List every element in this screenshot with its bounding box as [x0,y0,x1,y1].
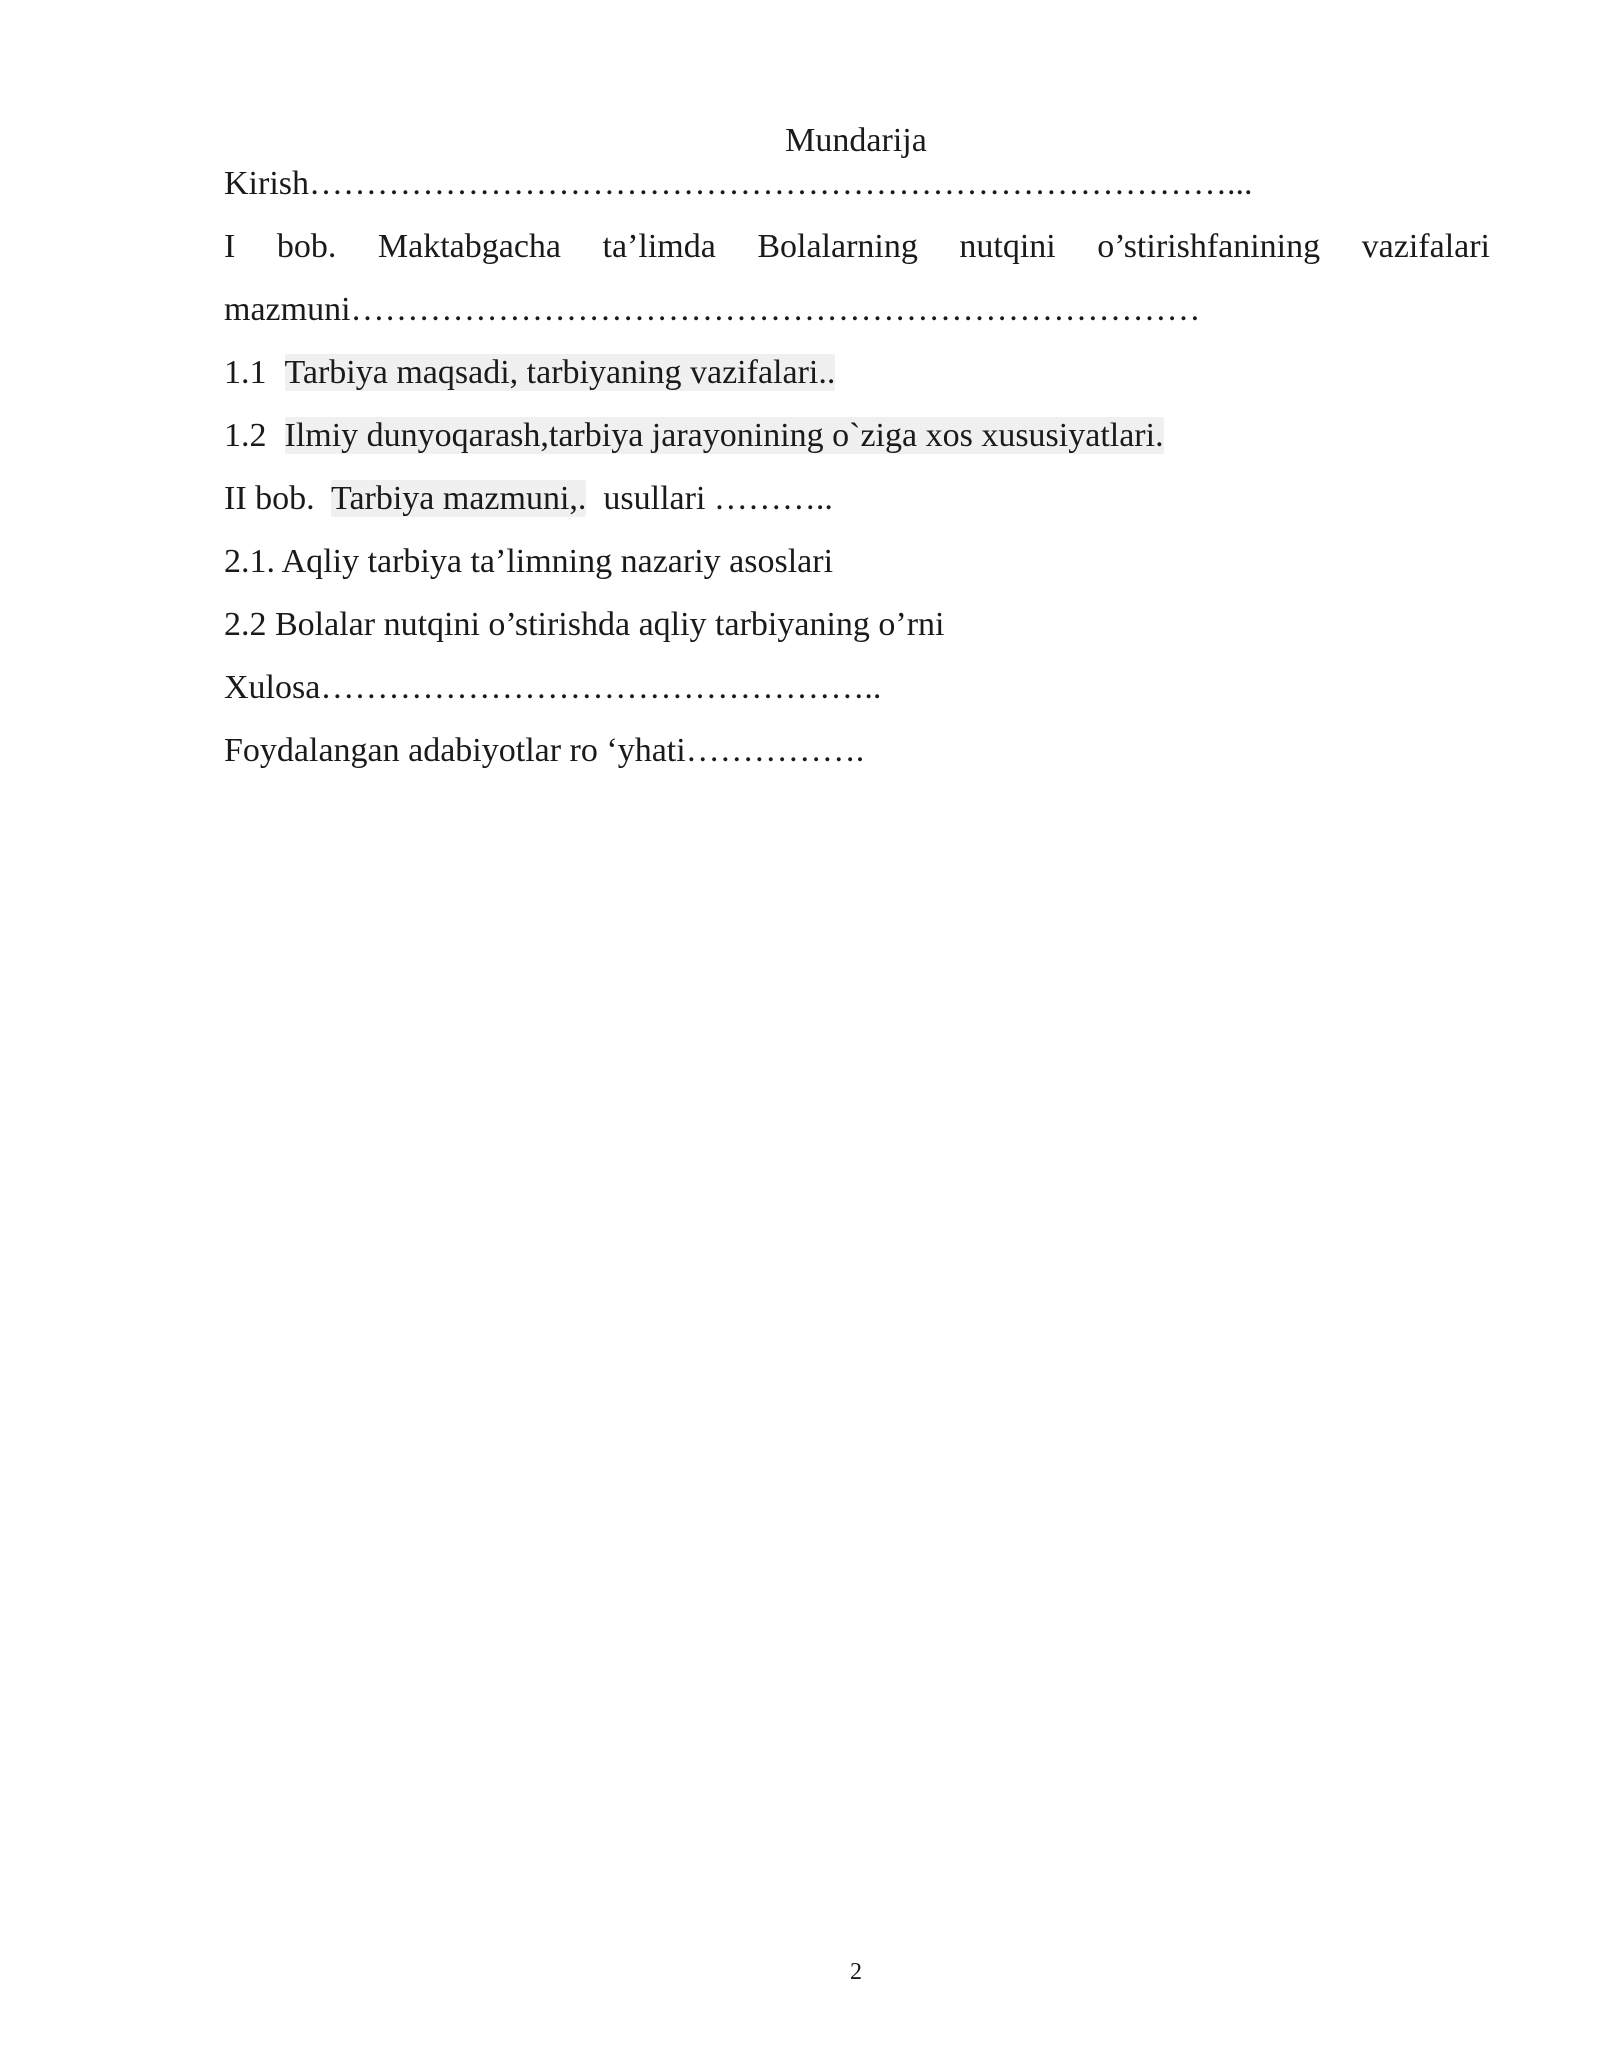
section-title: Tarbiya maqsadi, tarbiyaning vazifalari.. [284,354,836,391]
toc-entry-kirish: Kirish………………………………………………………………………... [224,165,1253,202]
chapter-suffix: usullari ……….. [603,480,833,517]
toc-entry-chapter-2 [224,478,1490,541]
toc-entry-section-2-1: 2.1. Aqliy tarbiya ta’limning nazariy asoslari [224,543,834,580]
toc-entry-chapter-1-title: I bob. Maktabgacha ta’limda Bolalarning nutqini o’stirishfanining vazifalari [224,228,1490,265]
section-number: 1.2 [224,417,267,454]
toc-entry-xulosa: Xulosa………………………………………….. [224,669,882,706]
chapter-prefix: II bob. [224,480,315,517]
toc-entry-section-2-2: 2.2 Bolalar nutqini o’stirishda aqliy tarbiyaning o’rni [224,606,945,643]
toc-entry-references: Foydalangan adabiyotlar ro ‘yhati……………. [224,732,865,769]
table-of-contents [224,163,1490,793]
section-title: Ilmiy dunyoqarash,tarbiya jarayonining o`ziga xos xususiyatlari. [284,417,1164,454]
page-number: 2 [850,1959,862,1985]
chapter-title: Tarbiya mazmuni,. [331,480,587,517]
toc-entry-section-1-2 [224,415,1490,478]
toc-entry-chapter-1-continued: mazmuni………………………………………………………………… [224,291,1201,328]
toc-entry-section-1-1 [224,352,1490,415]
toc-entry-chapter-1 [224,226,1490,289]
page-title: Mundarija [785,122,927,159]
section-number: 1.1 [224,354,267,391]
